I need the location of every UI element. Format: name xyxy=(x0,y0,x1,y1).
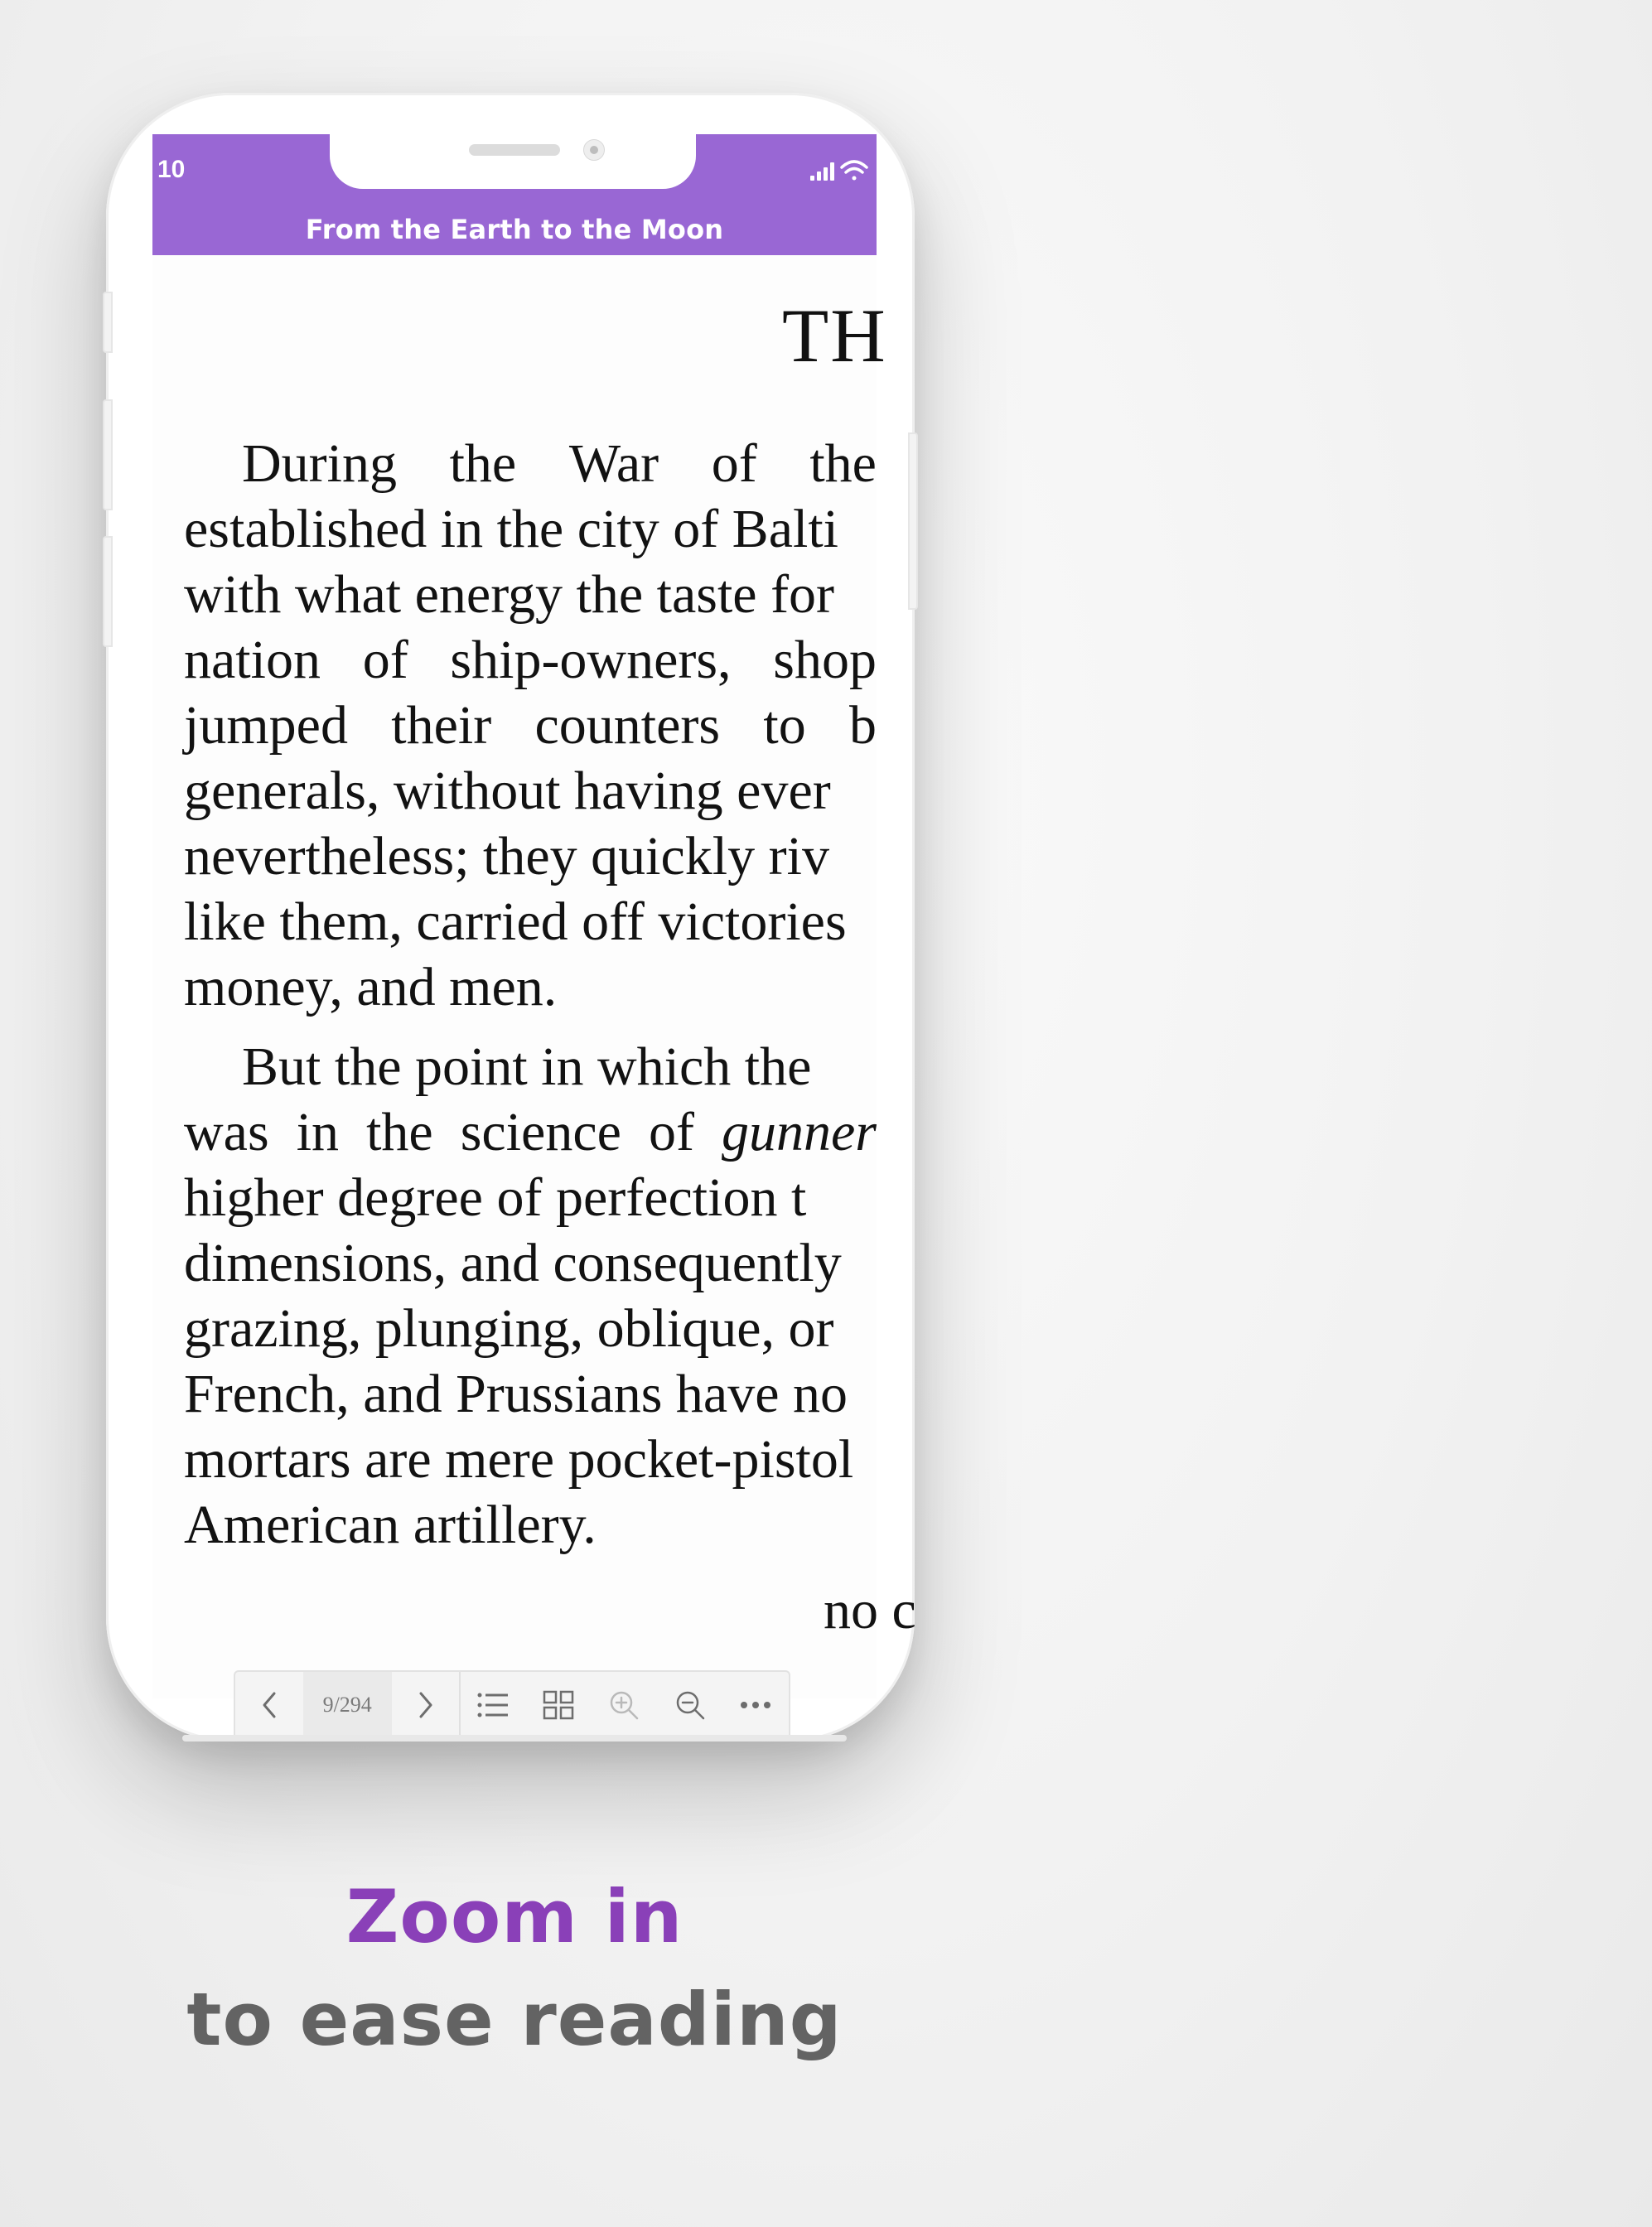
status-icons xyxy=(809,157,872,182)
paragraph-2 xyxy=(184,1034,1012,1558)
text-line: American artillery. xyxy=(184,1495,597,1555)
text-line: money, and men. xyxy=(184,957,558,1017)
text-line: But the point in which the xyxy=(242,1036,812,1097)
home-indicator xyxy=(182,1735,847,1742)
more-options-button[interactable] xyxy=(723,1672,790,1738)
thumbnails-button[interactable] xyxy=(525,1672,592,1738)
text-line: grazing, plunging, oblique, or xyxy=(184,1298,834,1359)
chevron-right-icon xyxy=(413,1688,438,1722)
phone-frame xyxy=(106,93,915,1742)
grid-icon xyxy=(542,1689,575,1721)
zoom-out-icon xyxy=(674,1688,707,1722)
zoom-out-button[interactable] xyxy=(657,1672,723,1738)
text-line: nation of ship-owners, shop xyxy=(184,630,877,690)
text-line: nevertheless; they quickly riv xyxy=(184,826,829,886)
chapter-heading: TH xyxy=(782,293,887,378)
page-indicator[interactable]: 9/294 xyxy=(303,1672,392,1738)
paragraph-1 xyxy=(184,431,1012,1020)
wifi-icon xyxy=(842,162,867,181)
list-icon xyxy=(476,1691,510,1719)
app-bar xyxy=(152,134,877,255)
signal-icon xyxy=(810,162,834,181)
more-icon xyxy=(739,1700,772,1710)
caption-headline: Zoom in xyxy=(345,1874,684,1959)
status-time: 10 xyxy=(157,156,186,183)
text-line: mortars are mere pocket-pistol xyxy=(184,1429,854,1490)
text-line: dimensions, and consequently xyxy=(184,1233,842,1293)
book-title: From the Earth to the Moon xyxy=(305,214,724,245)
text-line: generals, without having ever xyxy=(184,761,831,821)
paragraph-3-partial xyxy=(824,1577,1652,1643)
front-camera xyxy=(583,139,605,161)
volume-up-button xyxy=(103,399,113,510)
text-line: like them, carried off victories xyxy=(184,891,847,952)
text-line: was in the science of gunner xyxy=(184,1099,877,1165)
text-line: no c xyxy=(824,1580,916,1640)
next-page-button[interactable] xyxy=(392,1672,460,1738)
previous-page-button[interactable] xyxy=(235,1672,303,1738)
text-line: higher degree of perfection t xyxy=(184,1167,807,1228)
text-line: jumped their counters to b xyxy=(184,695,877,756)
text-line: During the War of the xyxy=(242,433,877,494)
caption-subline: to ease reading xyxy=(186,1977,843,2062)
reader-toolbar xyxy=(234,1670,790,1738)
volume-down-button xyxy=(103,536,113,647)
notch xyxy=(330,133,696,189)
phone-screen xyxy=(152,134,916,1717)
text-line: French, and Prussians have no xyxy=(184,1364,848,1424)
speaker-grille xyxy=(469,144,560,156)
zoom-in-icon xyxy=(607,1688,640,1722)
italic-word: gunner xyxy=(721,1102,877,1162)
text-line: established in the city of Balti xyxy=(184,499,839,559)
text-line: with what energy the taste for xyxy=(184,564,835,625)
chevron-left-icon xyxy=(257,1688,282,1722)
reader-page[interactable] xyxy=(152,255,916,1717)
table-of-contents-button[interactable] xyxy=(461,1672,525,1738)
zoom-in-button[interactable] xyxy=(591,1672,657,1738)
mute-switch xyxy=(103,292,113,353)
